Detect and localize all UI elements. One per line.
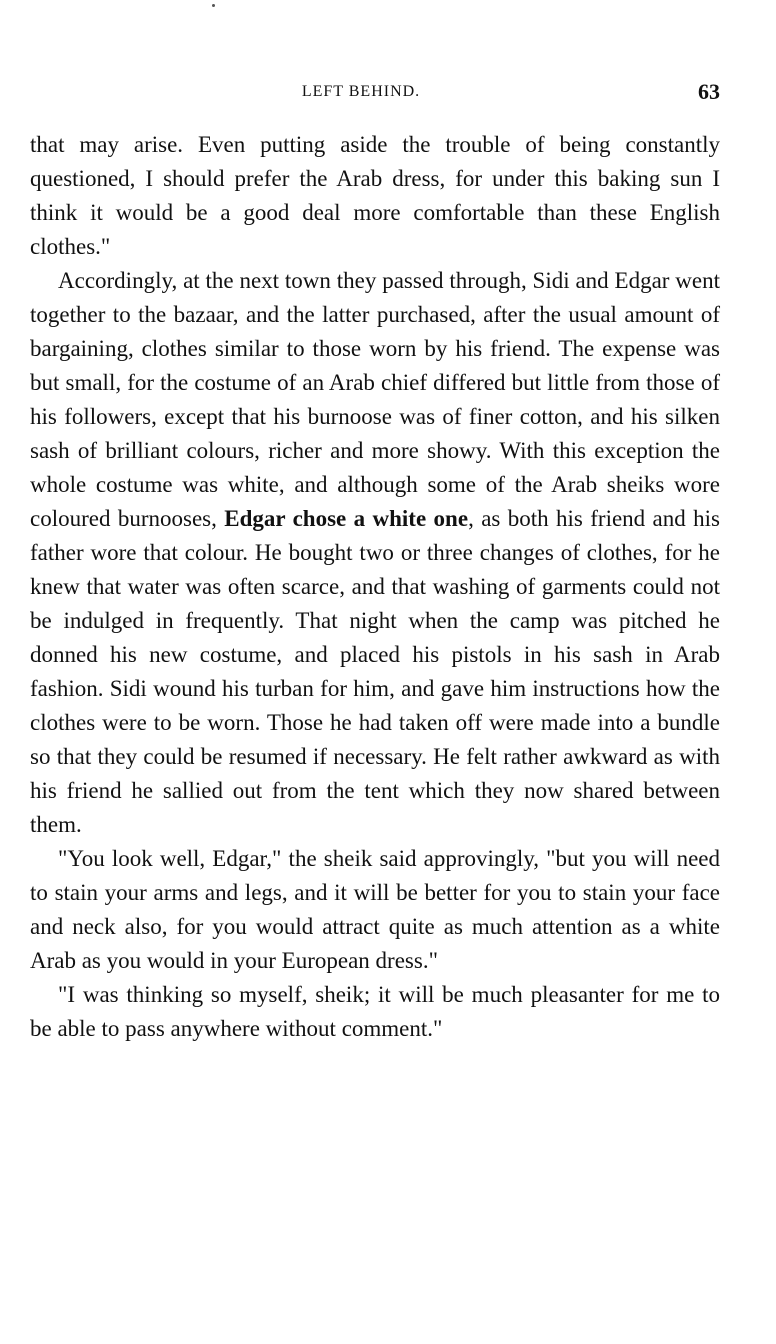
print-speck <box>212 4 215 7</box>
paragraph-2-text-before: Accordingly, at the next town they passed through, Sidi and Edgar went together to the bazaar, and the latter purchased, after the usual amount of bargaining, clothes similar to those worn by his friend. The expense was but small, for the costume of an Arab chief differed but little from those of his followers, except that his burnoose was of finer cotton, and his silken sash of brilliant colours, richer and more showy. With this exception the whole costume was white, and although some of the Arab sheiks wore coloured burnooses, <box>30 268 720 531</box>
paragraph-2 <box>30 264 720 842</box>
paragraph-1: that may arise. Even putting aside the trouble of being constantly questioned, I should prefer the Arab dress, for under this baking sun I think it would be a good deal more comfortable than these English clothes." <box>30 132 720 259</box>
paragraph-3: "You look well, Edgar," the sheik said approvingly, "but you will need to stain your arms and legs, and it will be better for you to stain your face and neck also, for you would attract quite as much attention as a white Arab as you would in your European dress." <box>30 846 720 973</box>
running-title: LEFT BEHIND. <box>301 83 421 100</box>
paragraph-2-text-after: , as both his friend and his father wore that colour. He bought two or three changes of clothes, for he knew that water was often scarce, and that washing of garments could not be indulged in frequently. That night when the camp was pitched he donned his new costume, and placed his pistols in his sash in Arab fashion. Sidi wound his turban for him, and gave him instructions how the clothes were to be worn. Those he had taken off were made into a bundle so that they could be resumed if necessary. He felt rather awkward as with his friend he sallied out from the tent which they now shared between them. <box>30 506 720 837</box>
body-text <box>30 128 720 1046</box>
running-head <box>30 79 720 107</box>
paragraph-4: "I was thinking so myself, sheik; it will be much pleasanter for me to be able to pass anywhere without comment." <box>30 982 720 1041</box>
paragraph-2-bold-phrase: Edgar chose a white one <box>224 506 469 531</box>
page-number: 63 <box>698 79 720 104</box>
